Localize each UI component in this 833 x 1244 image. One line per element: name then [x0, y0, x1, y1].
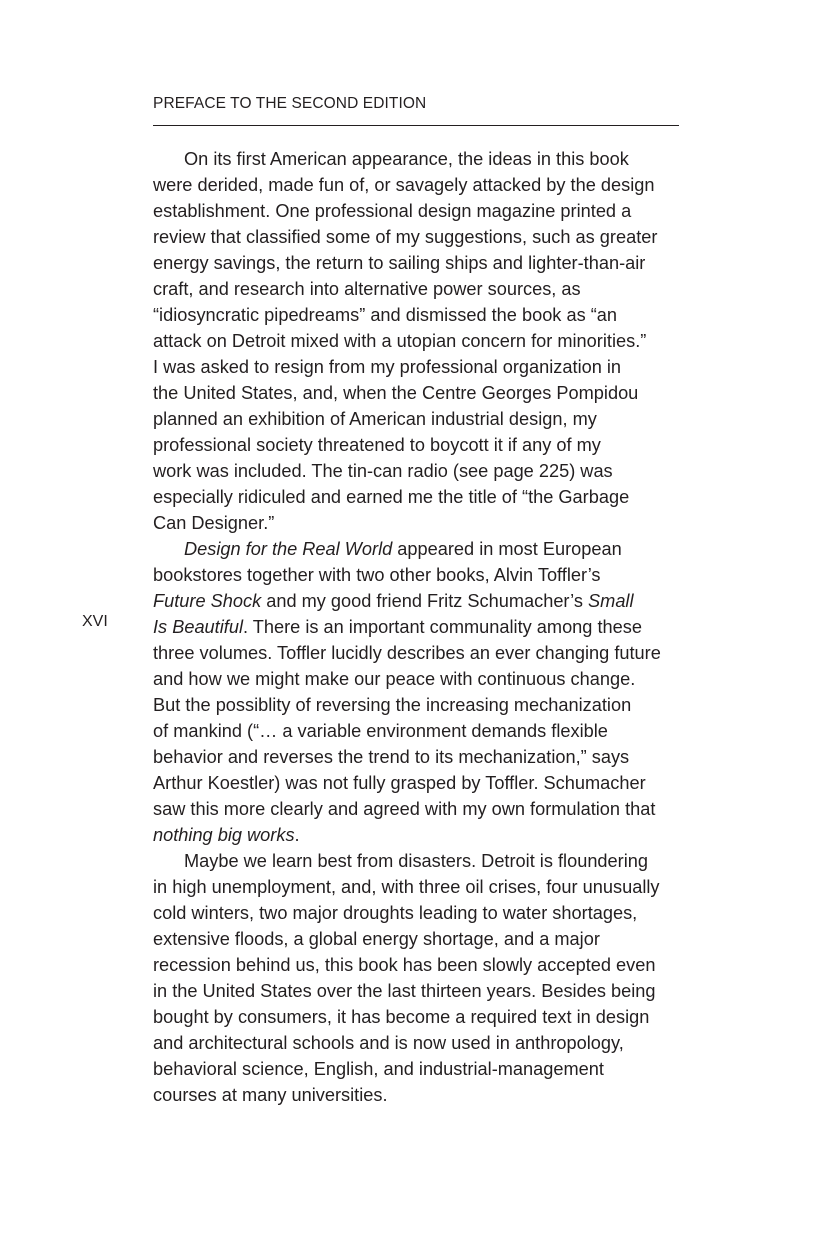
running-head: PREFACE TO THE SECOND EDITION	[153, 95, 427, 112]
text-line	[153, 562, 683, 588]
text-line	[153, 900, 683, 926]
text-line	[153, 146, 683, 172]
text-line	[153, 510, 683, 536]
text-segment: cold winters, two major droughts leading to water shortages,	[153, 903, 638, 923]
text-segment: were derided, made fun of, or savagely attacked by the design	[153, 175, 655, 195]
text-line	[153, 406, 683, 432]
text-segment: three volumes. Toffler lucidly describes an ever changing future	[153, 643, 661, 663]
text-line	[153, 952, 683, 978]
text-segment: .	[294, 825, 300, 845]
text-line	[153, 692, 683, 718]
text-segment: work was included. The tin-can radio (see page 225) was	[153, 461, 613, 481]
text-segment: On its first American appearance, the ideas in this book	[184, 149, 629, 169]
page-number: XVI	[82, 613, 108, 630]
text-segment: and my good friend Fritz Schumacher’s	[261, 591, 589, 611]
text-segment: appeared in most European	[392, 539, 622, 559]
italic-text: Future Shock	[153, 591, 262, 611]
text-segment: energy savings, the return to sailing ships and lighter-than-air	[153, 253, 646, 273]
text-line	[153, 1030, 683, 1056]
text-line	[153, 666, 683, 692]
text-line	[153, 640, 683, 666]
body-text	[153, 146, 683, 1108]
text-line	[153, 380, 683, 406]
text-line	[153, 926, 683, 952]
text-segment: behavior and reverses the trend to its mechanization,” says	[153, 747, 630, 767]
text-line	[153, 432, 683, 458]
text-line	[153, 172, 683, 198]
text-line	[153, 328, 683, 354]
text-segment: craft, and research into alternative power sources, as	[153, 279, 581, 299]
text-segment: recession behind us, this book has been slowly accepted even	[153, 955, 656, 975]
italic-text: Design for the Real World	[184, 539, 393, 559]
italic-text: Is Beautiful	[153, 617, 243, 637]
text-segment: planned an exhibition of American industrial design, my	[153, 409, 597, 429]
text-segment: “idiosyncratic pipedreams” and dismissed the book as “an	[153, 305, 618, 325]
text-segment: Arthur Koestler) was not fully grasped by Toffler. Schumacher	[153, 773, 646, 793]
text-segment: of mankind (“… a variable environment demands flexible	[153, 721, 608, 741]
text-segment: saw this more clearly and agreed with my own formulation that	[153, 799, 656, 819]
text-line	[153, 250, 683, 276]
text-segment: But the possiblity of reversing the increasing mechanization	[153, 695, 632, 715]
text-line	[153, 276, 683, 302]
text-line	[153, 458, 683, 484]
text-segment: professional society threatened to boycott it if any of my	[153, 435, 601, 455]
text-segment: behavioral science, English, and industrial-management	[153, 1059, 604, 1079]
text-segment: . There is an important communality among these	[242, 617, 642, 637]
text-line	[153, 536, 683, 562]
text-line	[153, 848, 683, 874]
text-segment: bookstores together with two other books, Alvin Toffler’s	[153, 565, 601, 585]
text-segment: courses at many universities.	[153, 1085, 388, 1105]
text-segment: extensive floods, a global energy shortage, and a major	[153, 929, 600, 949]
text-line	[153, 198, 683, 224]
text-segment: in high unemployment, and, with three oil crises, four unusually	[153, 877, 660, 897]
text-line	[153, 796, 683, 822]
header-rule	[153, 125, 679, 126]
text-segment: especially ridiculed and earned me the title of “the Garbage	[153, 487, 630, 507]
text-segment: in the United States over the last thirteen years. Besides being	[153, 981, 656, 1001]
italic-text: Small	[588, 591, 634, 611]
italic-text: nothing big works	[153, 825, 295, 845]
text-segment: Maybe we learn best from disasters. Detroit is floundering	[184, 851, 648, 871]
text-line	[153, 588, 683, 614]
text-line	[153, 744, 683, 770]
text-segment: the United States, and, when the Centre Georges Pompidou	[153, 383, 639, 403]
text-segment: and how we might make our peace with continuous change.	[153, 669, 636, 689]
text-line	[153, 484, 683, 510]
text-line	[153, 770, 683, 796]
text-line	[153, 822, 683, 848]
text-line	[153, 614, 683, 640]
text-line	[153, 224, 683, 250]
text-line	[153, 1082, 683, 1108]
text-line	[153, 1004, 683, 1030]
text-line	[153, 302, 683, 328]
text-line	[153, 1056, 683, 1082]
text-line	[153, 718, 683, 744]
text-line	[153, 354, 683, 380]
text-segment: attack on Detroit mixed with a utopian concern for minorities.”	[153, 331, 647, 351]
text-line	[153, 874, 683, 900]
text-segment: review that classified some of my suggestions, such as greater	[153, 227, 658, 247]
text-line	[153, 978, 683, 1004]
text-segment: establishment. One professional design magazine printed a	[153, 201, 632, 221]
text-segment: and architectural schools and is now used in anthropology,	[153, 1033, 624, 1053]
text-segment: Can Designer.”	[153, 513, 275, 533]
text-segment: I was asked to resign from my professional organization in	[153, 357, 622, 377]
text-segment: bought by consumers, it has become a required text in design	[153, 1007, 650, 1027]
